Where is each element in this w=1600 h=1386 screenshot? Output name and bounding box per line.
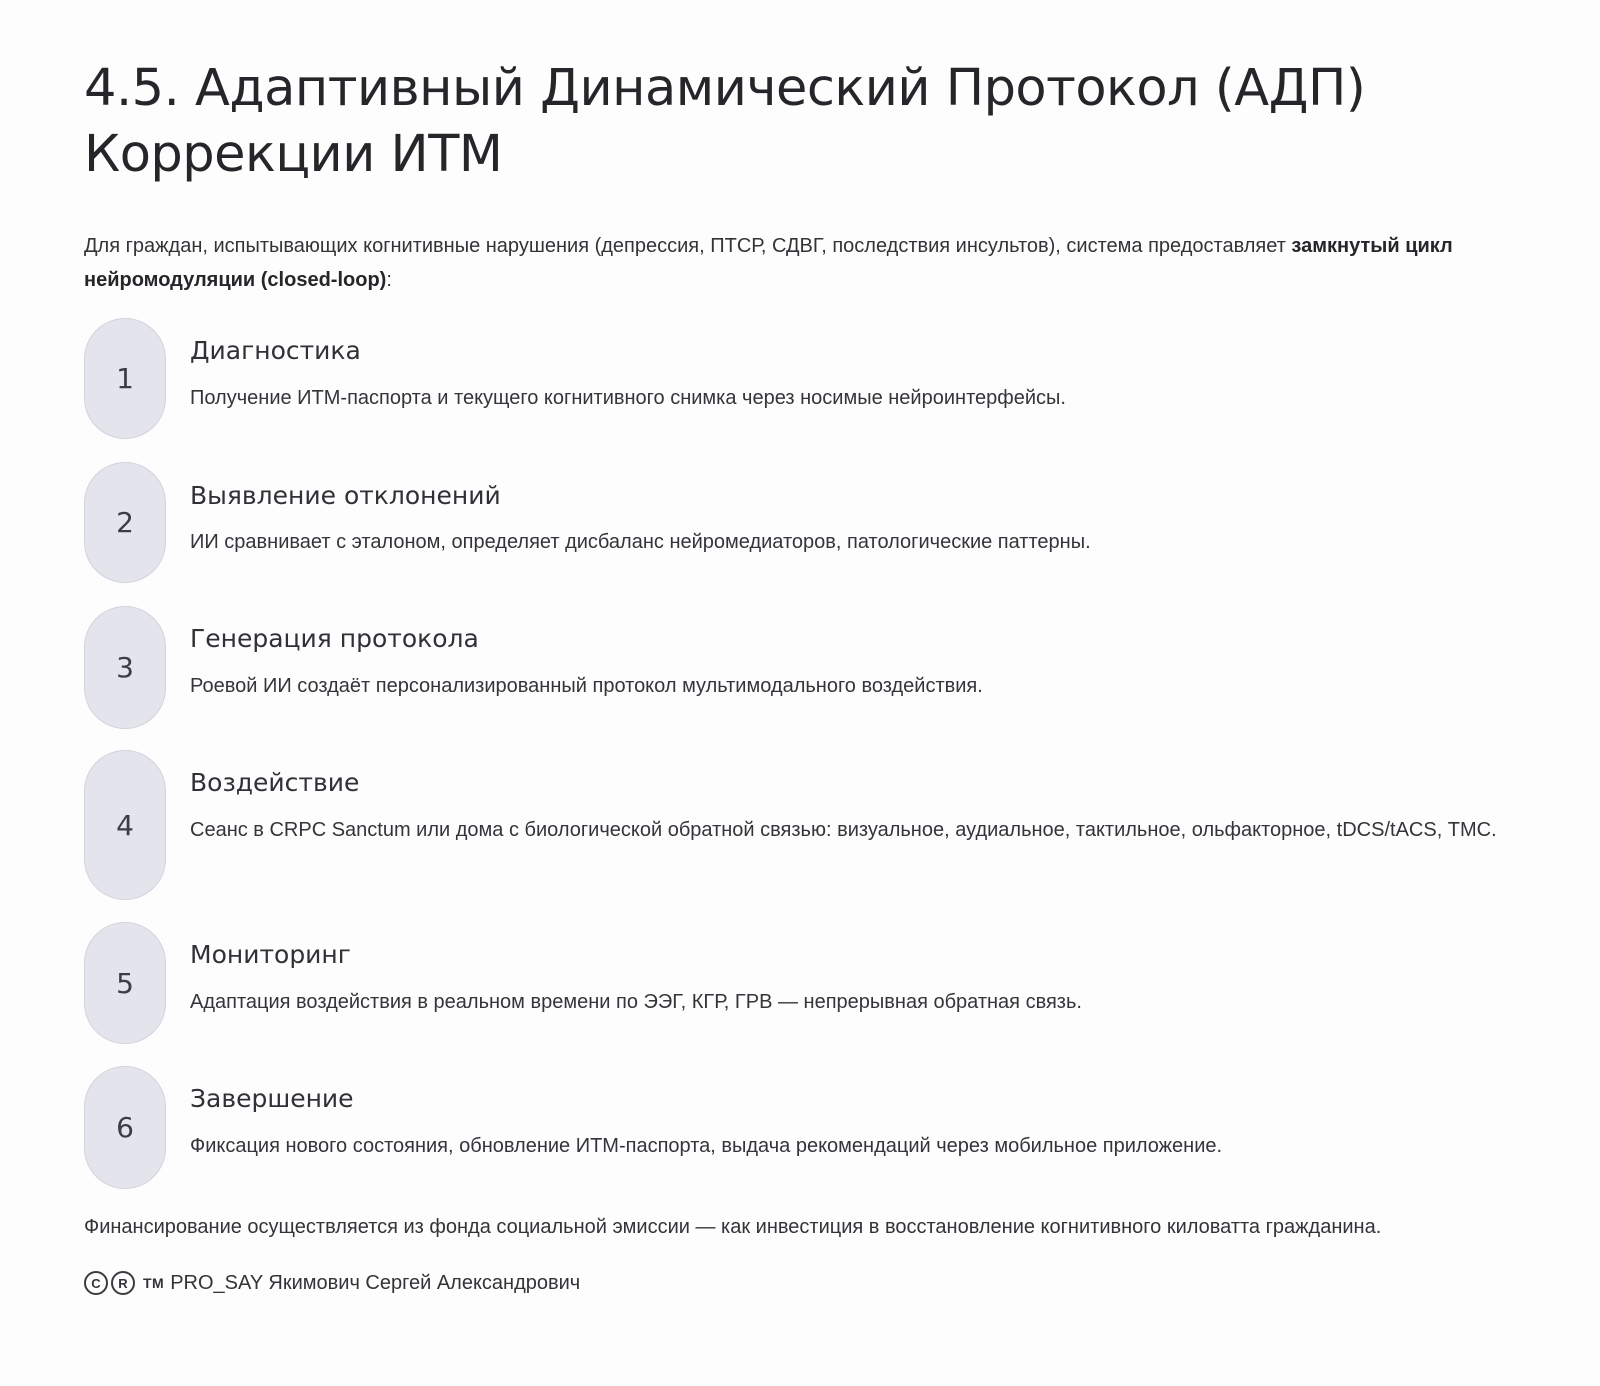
step-description: Роевой ИИ создаёт персонализированный протокол мультимодального воздействия. — [190, 675, 983, 697]
step-number-badge: 5 — [84, 922, 166, 1044]
step-title: Мониторинг — [190, 940, 351, 969]
step-number-badge: 6 — [84, 1066, 166, 1189]
step-description: Фиксация нового состояния, обновление ИТМ-паспорта, выдача рекомендаций через мобильное приложение. — [190, 1135, 1223, 1157]
copyright-line — [84, 1268, 580, 1298]
intro-bold-text: замкнутый цикл нейромодуляции (closed-loop) — [84, 235, 1453, 291]
intro-text: Для граждан, испытывающих когнитивные нарушения (депрессия, ПТСР, СДВГ, последствия инсультов), система предоставляет — [84, 235, 1292, 257]
copyright-icon: C — [84, 1271, 108, 1295]
step-title: Диагностика — [190, 336, 361, 365]
page-title — [84, 56, 1484, 188]
step-description: Получение ИТМ-паспорта и текущего когнитивного снимка через носимые нейроинтерфейсы. — [190, 387, 1066, 409]
step-description: Сеанс в CRPC Sanctum или дома с биологической обратной связью: визуальное, аудиальное, тактильное, ольфакторное, tDCS/tACS, ТМС. — [190, 819, 1497, 841]
trademark-icon: TM — [143, 1275, 165, 1291]
step-description: ИИ сравнивает с эталоном, определяет дисбаланс нейромедиаторов, патологические паттерны. — [190, 531, 1091, 553]
registered-icon: R — [111, 1271, 135, 1295]
step-number-badge: 4 — [84, 750, 166, 900]
step-title: Выявление отклонений — [190, 481, 501, 510]
step-title: Завершение — [190, 1084, 354, 1113]
step-number-badge: 3 — [84, 606, 166, 729]
funding-note: Финансирование осуществляется из фонда социальной эмиссии — как инвестиция в восстановление когнитивного киловатта гражданина. — [84, 1216, 1382, 1238]
page-title-line-2: Коррекции ИТМ — [84, 125, 503, 184]
step-title: Воздействие — [190, 768, 360, 797]
intro-tail: : — [386, 269, 392, 291]
intro-paragraph — [84, 229, 1514, 297]
copyright-text: PRO_SAY Якимович Сергей Александрович — [170, 1272, 581, 1294]
step-title: Генерация протокола — [190, 624, 479, 653]
step-number-badge: 2 — [84, 462, 166, 583]
step-number-badge: 1 — [84, 318, 166, 439]
page-title-line-1: 4.5. Адаптивный Динамический Протокол (АДП) — [84, 59, 1366, 118]
step-description: Адаптация воздействия в реальном времени по ЭЭГ, КГР, ГРВ — непрерывная обратная связь. — [190, 991, 1082, 1013]
